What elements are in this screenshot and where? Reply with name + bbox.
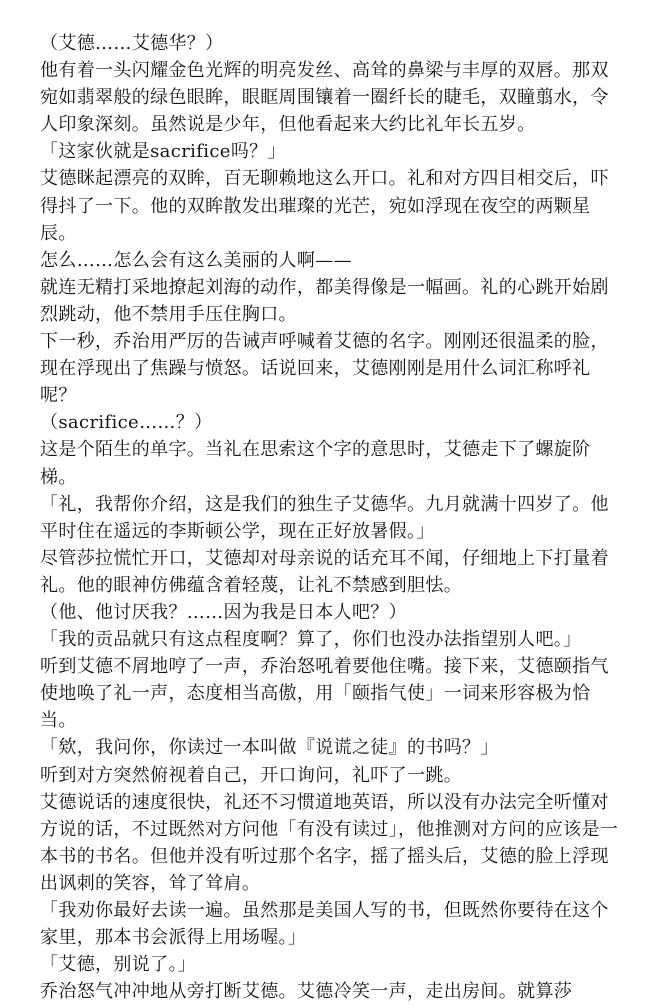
novel-page [40, 30, 622, 1005]
paragraph: 他有着一头闪耀金色光辉的明亮发丝、高耸的鼻梁与丰厚的双唇。那双宛如翡翠般的绿色眼眸，眼眶周围镶着一圈纤长的睫毛，双瞳翦水，令人印象深刻。虽然说是少年，但他看起来大约比礼年长五岁。 [40, 60, 609, 136]
paragraph: 艾德眯起漂亮的双眸，百无聊赖地这么开口。礼和对方四目相交后，吓得抖了一下。他的双眸散发出璀璨的光芒，宛如浮现在夜空的两颗星辰。 [40, 168, 609, 244]
paragraph: 乔治怒气冲冲地从旁打断艾德。艾德冷笑一声，走出房间。就算莎 [40, 981, 573, 1003]
paragraph: 怎么……怎么会有这么美丽的人啊—— [40, 249, 352, 271]
paragraph: 听到对方突然俯视着自己，开口询问，礼吓了一跳。 [40, 764, 463, 786]
paragraph: 「我的贡品就只有这点程度啊？算了，你们也没办法指望别人吧。」 [40, 629, 582, 651]
paragraph: 「艾德，别说了。」 [40, 954, 197, 976]
paragraph: 艾德说话的速度很快，礼还不习惯道地英语，所以没有办法完全听懂对方说的话，不过既然对方问他「有没有读过」，他推测对方问的应该是一本书的书名。但他并没有听过那个名字，摇了摇头后，艾德的脸上浮现出讽刺的笑容，耸了耸肩。 [40, 791, 619, 894]
paragraph: 「礼，我帮你介绍，这是我们的独生子艾德华。九月就满十四岁了。他平时住在遥远的李斯顿公学，现在正好放暑假。」 [40, 493, 609, 542]
paragraph: （艾德……艾德华？） [40, 33, 224, 54]
paragraph: 「我劝你最好去读一遍。虽然那是美国人写的书，但既然你要待在这个家里，那本书会派得上用场喔。」 [40, 900, 609, 949]
paragraph: 「这家伙就是sacrifice吗？」 [40, 141, 286, 163]
paragraph: 听到艾德不屑地哼了一声，乔治怒吼着要他住嘴。接下来，艾德颐指气使地唤了礼一声，态度相当高傲，用「颐指气使」一词来形容极为恰当。 [40, 656, 609, 732]
paragraph: 「欸，我问你，你读过一本叫做『说谎之徒』的书吗？」 [40, 737, 499, 759]
paragraph: 下一秒，乔治用严厉的告诫声呼喊着艾德的名字。刚刚还很温柔的脸，现在浮现出了焦躁与愤怒。话说回来，艾德刚刚是用什么词汇称呼礼呢？ [40, 331, 609, 407]
paragraph: （他、他讨厌我？……因为我是日本人吧？） [40, 601, 407, 623]
paragraph: 这是个陌生的单字。当礼在思索这个字的意思时，艾德走下了螺旋阶梯。 [40, 439, 591, 488]
paragraph: 尽管莎拉慌忙开口，艾德却对母亲说的话充耳不闻，仔细地上下打量着礼。他的眼神仿佛蕴含着轻蔑，让礼不禁感到胆怯。 [40, 547, 609, 596]
paragraph: 就连无精打采地撩起刘海的动作，都美得像是一幅画。礼的心跳开始剧烈跳动，他不禁用手压住胸口。 [40, 276, 609, 325]
paragraph: （sacrifice……？） [40, 412, 213, 434]
